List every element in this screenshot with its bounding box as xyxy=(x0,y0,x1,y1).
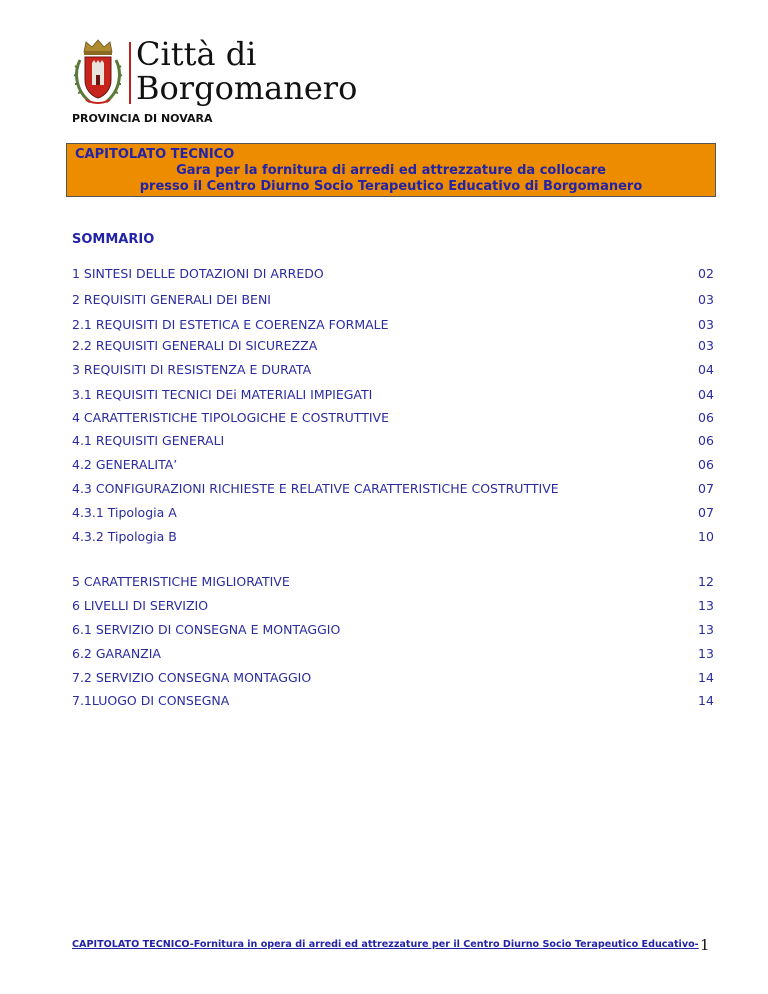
toc-entry-page: 06 xyxy=(698,433,714,448)
toc-entry[interactable] xyxy=(72,433,716,451)
document-subtitle-line2: presso il Centro Diurno Socio Terapeutico Educativo di Borgomanero xyxy=(139,179,643,194)
city-name-line2: Borgomanero xyxy=(136,69,358,107)
toc-entry-page: 10 xyxy=(698,529,714,544)
toc-entry-page: 03 xyxy=(698,317,714,332)
toc-entry-page: 12 xyxy=(698,574,714,589)
toc-entry-page: 13 xyxy=(698,646,714,661)
city-name-line1: Città di xyxy=(136,35,257,73)
toc-entry-label: 6.2 GARANZIA xyxy=(72,646,161,661)
toc-entry-page: 03 xyxy=(698,292,714,307)
toc-entry-label: 1 SINTESI DELLE DOTAZIONI DI ARREDO xyxy=(72,266,324,281)
toc-entry-label: 5 CARATTERISTICHE MIGLIORATIVE xyxy=(72,574,290,589)
toc-entry[interactable] xyxy=(72,292,716,310)
toc-entry-label: 6.1 SERVIZIO DI CONSEGNA E MONTAGGIO xyxy=(72,622,341,637)
toc-entry[interactable] xyxy=(72,670,716,688)
toc-entry-page: 14 xyxy=(698,670,714,685)
toc-entry[interactable] xyxy=(72,505,716,523)
toc-entry-page: 07 xyxy=(698,481,714,496)
toc-entry-label: 2.2 REQUISITI GENERALI DI SICUREZZA xyxy=(72,338,318,353)
toc-entry-label: 4.3.1 Tipologia A xyxy=(72,505,177,520)
document-title: CAPITOLATO TECNICO xyxy=(75,147,235,162)
toc-entry-label: 7.1LUOGO DI CONSEGNA xyxy=(72,693,230,708)
toc-entry[interactable] xyxy=(72,457,716,475)
logo-divider xyxy=(129,42,131,104)
toc-entry-page: 13 xyxy=(698,622,714,637)
toc-entry-page: 13 xyxy=(698,598,714,613)
toc-entry-page: 04 xyxy=(698,362,714,377)
summary-heading: SOMMARIO xyxy=(72,232,155,247)
toc-entry-page: 06 xyxy=(698,457,714,472)
toc-entry-label: 4.3 CONFIGURAZIONI RICHIESTE E RELATIVE CARATTERISTICHE COSTRUTTIVE xyxy=(72,481,559,496)
toc-entry-page: 04 xyxy=(698,387,714,402)
toc-entry-label: 2.1 REQUISITI DI ESTETICA E COERENZA FORMALE xyxy=(72,317,389,332)
toc-entry-page: 06 xyxy=(698,410,714,425)
toc-entry-label: 4 CARATTERISTICHE TIPOLOGICHE E COSTRUTTIVE xyxy=(72,410,389,425)
toc-entry[interactable] xyxy=(72,362,716,380)
toc-entry[interactable] xyxy=(72,338,716,356)
toc-entry-label: 3 REQUISITI DI RESISTENZA E DURATA xyxy=(72,362,312,377)
toc-entry-label: 4.1 REQUISITI GENERALI xyxy=(72,433,225,448)
toc-entry-label: 6 LIVELLI DI SERVIZIO xyxy=(72,598,209,613)
toc-entry[interactable] xyxy=(72,622,716,640)
toc-entry[interactable] xyxy=(72,410,716,428)
toc-entry-label: 4.2 GENERALITA’ xyxy=(72,457,178,472)
toc-entry[interactable] xyxy=(72,574,716,592)
page-footer: CAPITOLATO TECNICO-Fornitura in opera di arredi ed attrezzature per il Centro Diurno Socio Terapeutico Educativo- xyxy=(72,939,699,950)
toc-entry-label: 2 REQUISITI GENERALI DEI BENI xyxy=(72,292,271,307)
toc-entry[interactable] xyxy=(72,481,716,499)
document-title-box xyxy=(66,143,716,197)
toc-entry[interactable] xyxy=(72,266,716,284)
toc-entry[interactable] xyxy=(72,646,716,664)
province-label: PROVINCIA DI NOVARA xyxy=(72,112,213,125)
page-number: 1 xyxy=(700,936,710,954)
toc-entry-label: 4.3.2 Tipologia B xyxy=(72,529,177,544)
toc-entry-page: 14 xyxy=(698,693,714,708)
toc-entry[interactable] xyxy=(72,387,716,405)
toc-entry[interactable] xyxy=(72,693,716,711)
toc-entry-page: 02 xyxy=(698,266,714,281)
document-subtitle-line1: Gara per la fornitura di arredi ed attrezzature da collocare xyxy=(176,163,606,178)
toc-entry[interactable] xyxy=(72,317,716,335)
toc-entry[interactable] xyxy=(72,598,716,616)
toc-entry[interactable] xyxy=(72,529,716,547)
toc-entry-label: 3.1 REQUISITI TECNICI DEi MATERIALI IMPIEGATI xyxy=(72,387,373,402)
city-crest-icon xyxy=(72,38,124,108)
toc-entry-page: 03 xyxy=(698,338,714,353)
toc-entry-label: 7.2 SERVIZIO CONSEGNA MONTAGGIO xyxy=(72,670,312,685)
toc-entry-page: 07 xyxy=(698,505,714,520)
city-logo xyxy=(72,35,372,110)
